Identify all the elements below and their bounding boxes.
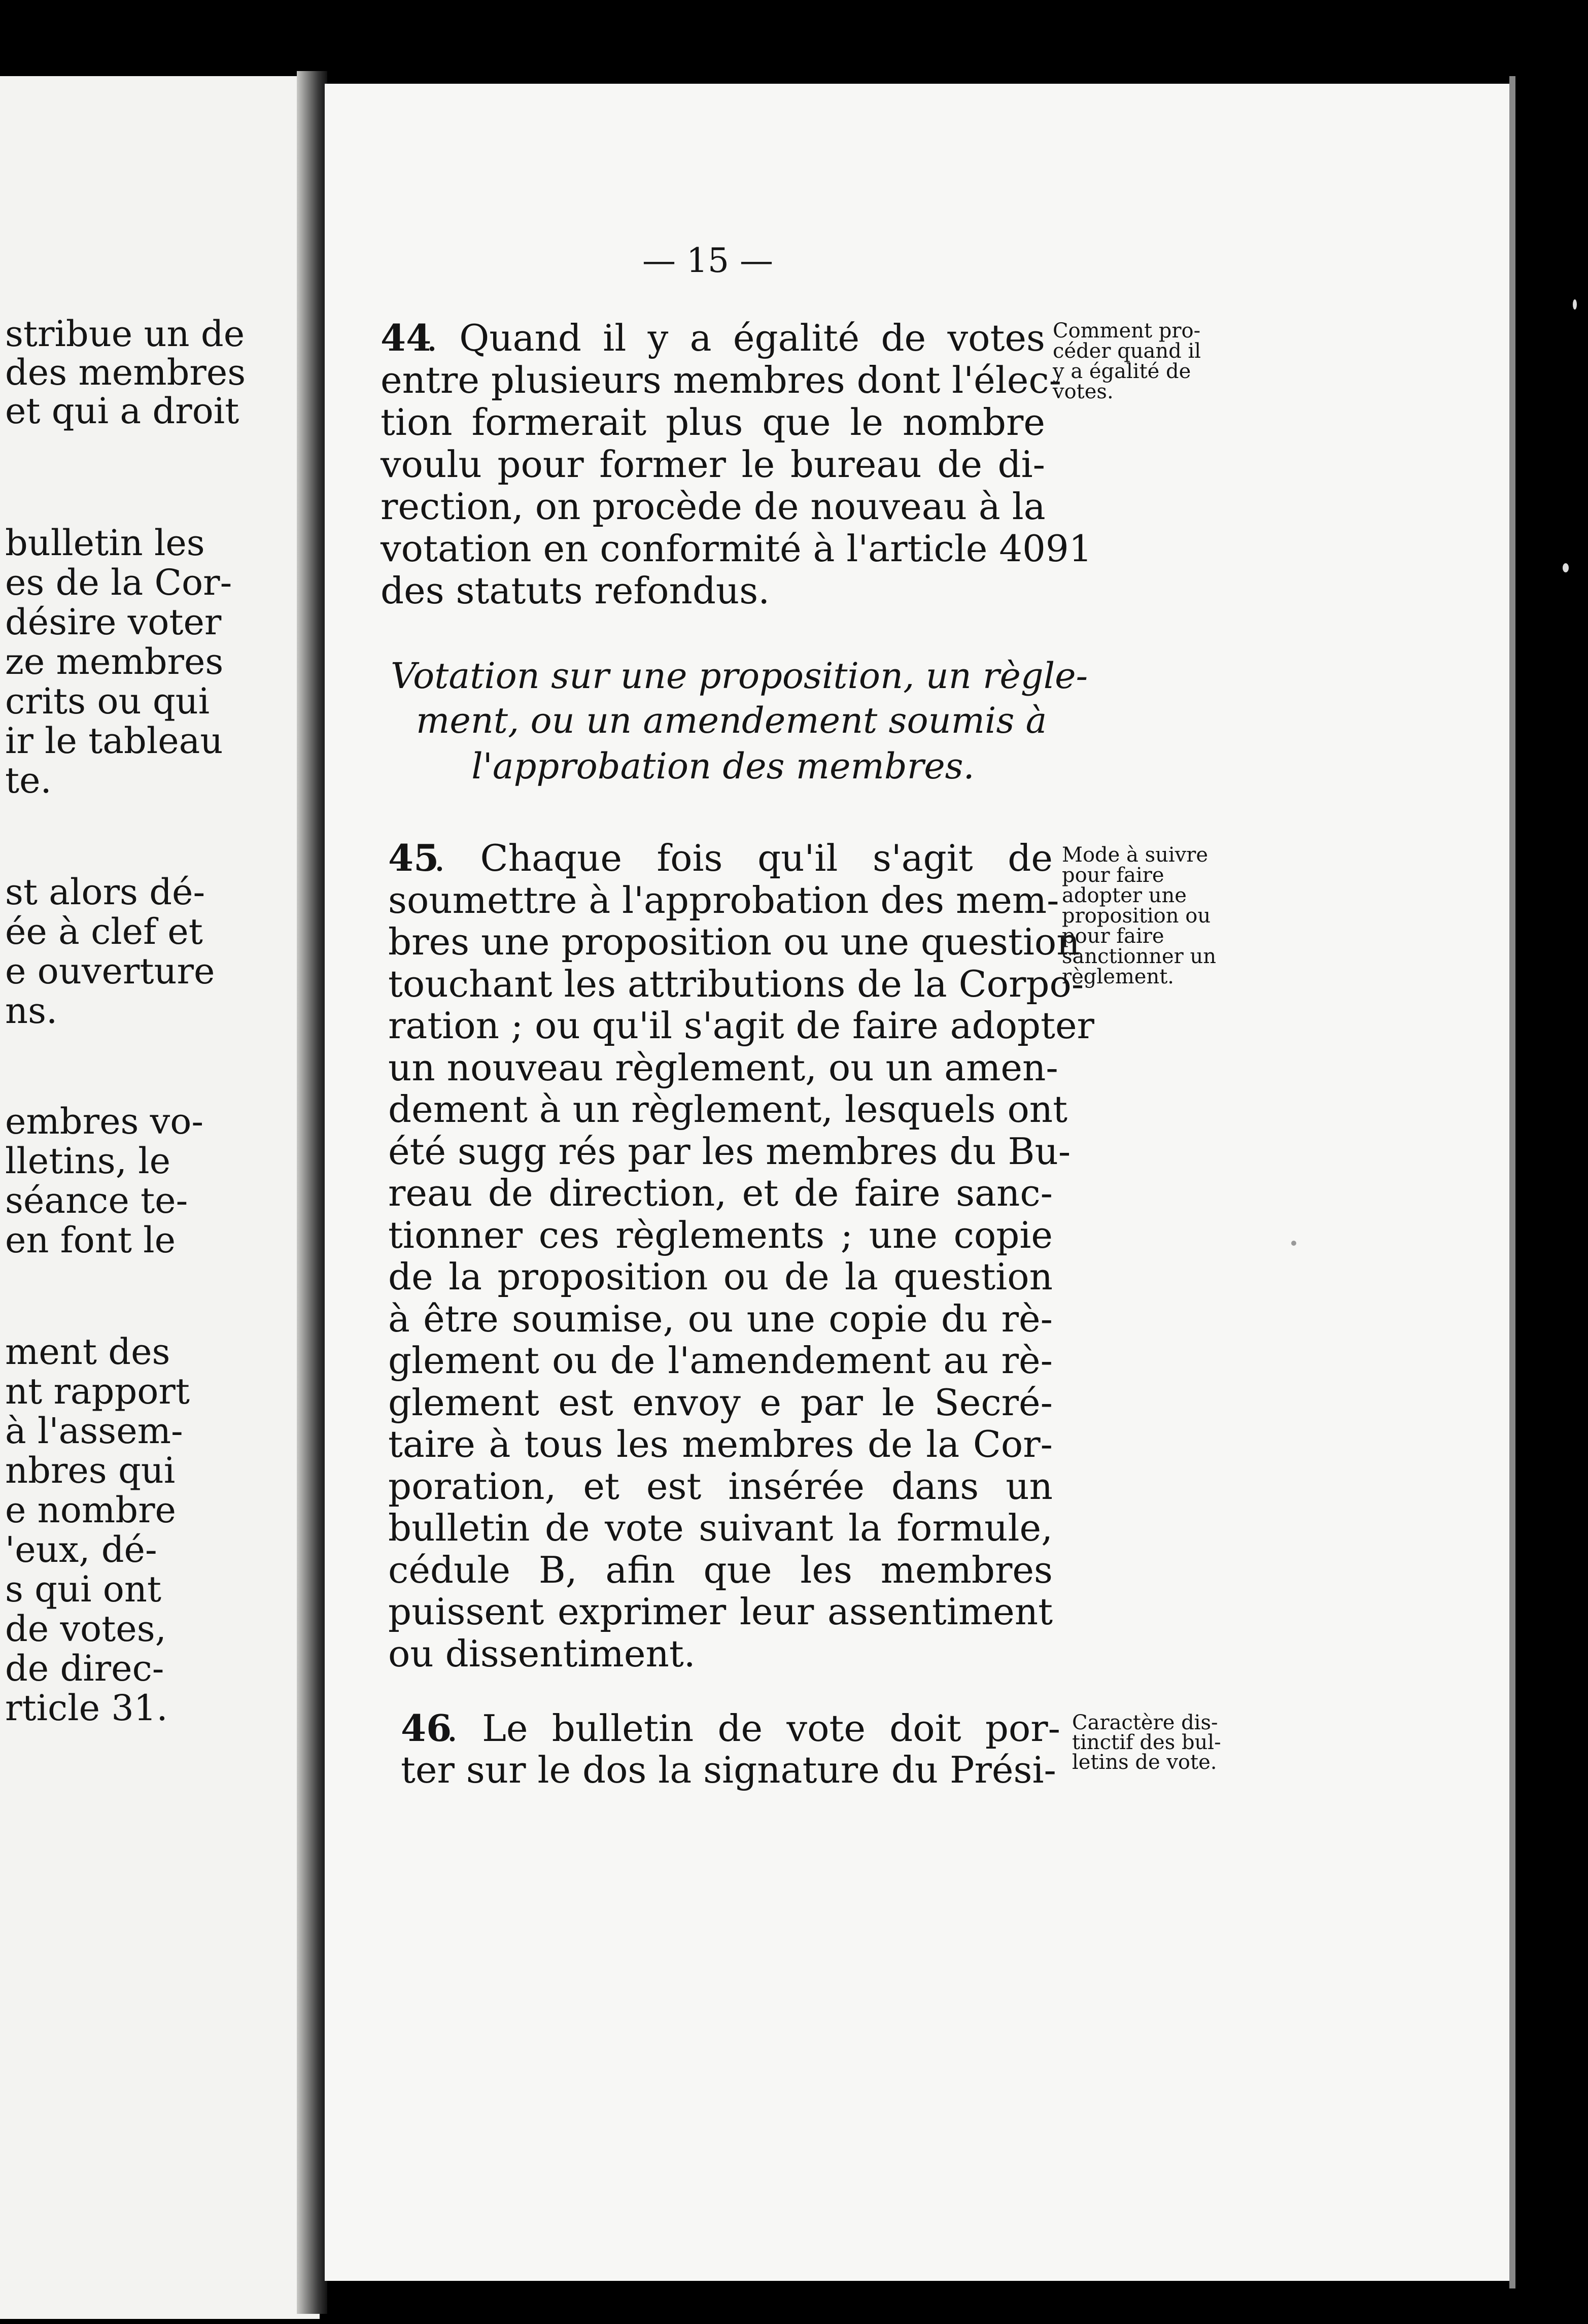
paragraph-number: 46 [401,1706,452,1750]
paragraph-line: votation en conformité à l'article 4091 [381,527,1092,570]
left-page-line: ns. [5,990,58,1032]
left-page-line: à l'assem- [5,1410,183,1452]
left-page-line: ze membres [5,641,224,682]
paragraph-line: entre plusieurs membres dont l'élec- [381,359,1061,401]
paragraph-line: un nouveau règlement, ou un amen- [388,1046,1058,1089]
heading-line: ment, ou un amendement soumis à [416,700,1047,741]
heading-line: Votation sur une proposition, un règle- [391,655,1088,697]
left-page-line: s qui ont [5,1568,162,1610]
paragraph-line: tionner ces règlements ; une copie [388,1213,1053,1256]
paragraph-line: été sugg rés par les membres du Bu- [388,1130,1071,1173]
left-page-line: embres vo- [5,1101,204,1142]
paragraph-line: glement ou de l'amendement au rè- [388,1339,1053,1382]
paragraph-line: taire à tous les membres de la Cor- [388,1423,1053,1465]
left-page-line: nt rapport [5,1371,190,1412]
left-page-line: de votes, [5,1608,166,1650]
page-number: — 15 — [642,241,773,280]
paragraph-line: . Chaque fois qu'il s'agit de [434,837,1053,879]
left-page-line: stribue un de [5,313,245,355]
margin-note-line: Mode à suivre [1062,843,1209,867]
left-page-line: séance te- [5,1180,188,1221]
paragraph-line: dement à un règlement, lesquels ont [388,1088,1068,1131]
margin-note-line: tinctif des bul- [1072,1731,1221,1754]
paragraph-line: à être soumise, ou une copie du rè- [388,1297,1053,1340]
left-page-line: des membres [5,352,246,393]
paragraph-line: de la proposition ou de la question [388,1255,1053,1298]
paragraph-line: soumettre à l'approbation des mem- [388,878,1059,921]
paragraph-number: 44 [381,316,432,359]
left-page-line: e ouverture [5,950,215,992]
paragraph-line: puissent exprimer leur assentiment [388,1590,1053,1633]
margin-note-line: pour faire [1062,864,1164,887]
left-page-line: e nombre [5,1489,176,1531]
paragraph-line: reau de direction, et de faire sanc- [388,1172,1053,1214]
margin-note-line: céder quand il [1053,339,1201,363]
left-page-line: en font le [5,1219,176,1261]
left-page-line: nbres qui [5,1450,176,1491]
left-page-line: 'eux, dé- [5,1529,157,1570]
paragraph-line: ter sur le dos la signature du Prési- [401,1749,1056,1791]
left-page-line: de direc- [5,1648,164,1689]
left-page-line: te. [5,760,52,801]
margin-note-line: pour faire [1062,925,1164,948]
margin-note-line: letins de vote. [1072,1751,1217,1774]
paragraph-line: voulu pour former le bureau de di- [381,443,1045,486]
left-page-line: ée à clef et [5,911,203,952]
paragraph-number: 45 [388,836,439,879]
paragraph-line: bres une proposition ou une question [388,920,1080,963]
paragraph-line: . Le bulletin de vote doit por- [446,1707,1060,1750]
paragraph-line: ou dissentiment. [388,1632,696,1675]
left-page-line: rticle 31. [5,1687,168,1729]
paragraph-line: tion formerait plus que le nombre [381,401,1045,443]
paragraph-line: des statuts refondus. [381,569,770,612]
paragraph-line: bulletin de vote suivant la formule, [388,1507,1053,1549]
paragraph-line: ration ; ou qu'il s'agit de faire adopter [388,1004,1094,1047]
page-edge [1509,76,1515,2288]
heading-line: l'approbation des membres. [471,745,975,787]
margin-note-line: adopter une [1062,884,1187,907]
margin-note-line: sanctionner un [1062,945,1217,968]
margin-note-line: Caractère dis- [1072,1711,1218,1734]
margin-note-line: votes. [1053,380,1114,403]
book-gutter [297,71,327,2314]
paragraph-line: . Quand il y a égalité de votes [426,317,1045,359]
speck [1573,299,1577,310]
paragraph-line: poration, et est insérée dans un [388,1464,1053,1508]
speck [1563,563,1569,572]
left-page-line: lletins, le [5,1140,171,1182]
margin-note-line: Comment pro- [1053,319,1201,343]
margin-note-line: proposition ou [1062,904,1211,928]
speck [1291,1241,1296,1246]
paragraph-line: touchant les attributions de la Corpo- [388,962,1084,1005]
paragraph-line: rection, on procède de nouveau à la [381,485,1046,528]
left-page-line: bulletin les [5,522,205,564]
paragraph-line: cédule B, afin que les membres [388,1548,1053,1591]
margin-note-line: y a égalité de [1053,360,1191,383]
left-page-line: es de la Cor- [5,562,232,603]
paragraph-line: glement est envoy e par le Secré- [388,1381,1053,1424]
left-page-line: et qui a droit [5,390,239,432]
margin-note-line: règlement. [1062,965,1175,988]
left-page-line: désire voter [5,601,222,643]
left-page-line: crits ou qui [5,680,210,722]
left-page-line: ir le tableau [5,720,223,762]
left-page-line: st alors dé- [5,871,205,913]
left-page-line: ment des [5,1331,170,1373]
